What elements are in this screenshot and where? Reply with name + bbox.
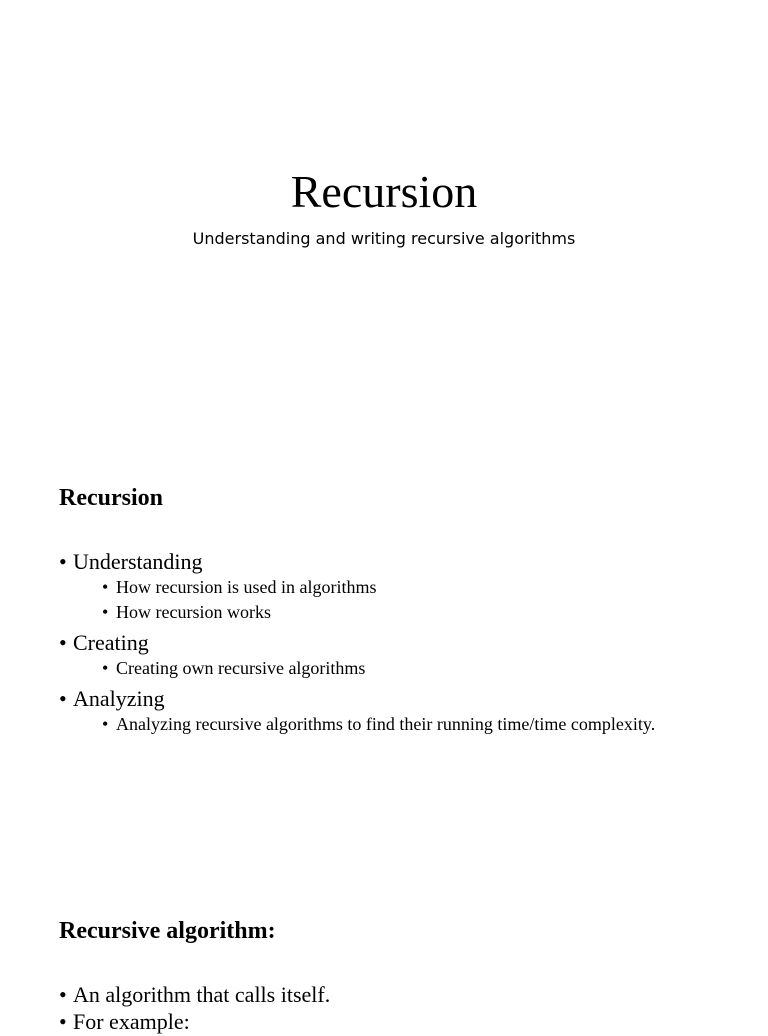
sub-bullet-list bbox=[73, 656, 739, 681]
bullet-label: Creating bbox=[73, 630, 149, 655]
sub-bullet-item: • Analyzing recursive algorithms to find their running time/time complexity. bbox=[102, 712, 739, 737]
sub-bullet-list bbox=[73, 575, 739, 625]
sub-bullet-item: • How recursion is used in algorithms bbox=[102, 575, 739, 600]
bullet-list bbox=[59, 549, 739, 737]
bullet-item: • An algorithm that calls itself. bbox=[59, 982, 739, 1008]
presentation-title: Recursion bbox=[290, 166, 478, 217]
sub-bullet-item: • How recursion works bbox=[102, 600, 739, 625]
bullet-list bbox=[59, 982, 739, 1036]
bullet-label: Understanding bbox=[73, 549, 203, 574]
bullet-item bbox=[59, 686, 739, 737]
slide-heading: Recursion bbox=[59, 485, 163, 511]
sub-bullet-item: • Creating own recursive algorithms bbox=[102, 656, 739, 681]
sub-bullet-list bbox=[73, 712, 739, 737]
bullet-item bbox=[59, 549, 739, 625]
bullet-label: Analyzing bbox=[73, 686, 165, 711]
title-slide bbox=[0, 0, 768, 420]
slide-heading: Recursive algorithm: bbox=[59, 918, 276, 944]
bullet-item bbox=[59, 630, 739, 681]
presentation-subtitle: Understanding and writing recursive algorithms bbox=[192, 229, 576, 248]
bullet-item: • For example: bbox=[59, 1009, 739, 1035]
